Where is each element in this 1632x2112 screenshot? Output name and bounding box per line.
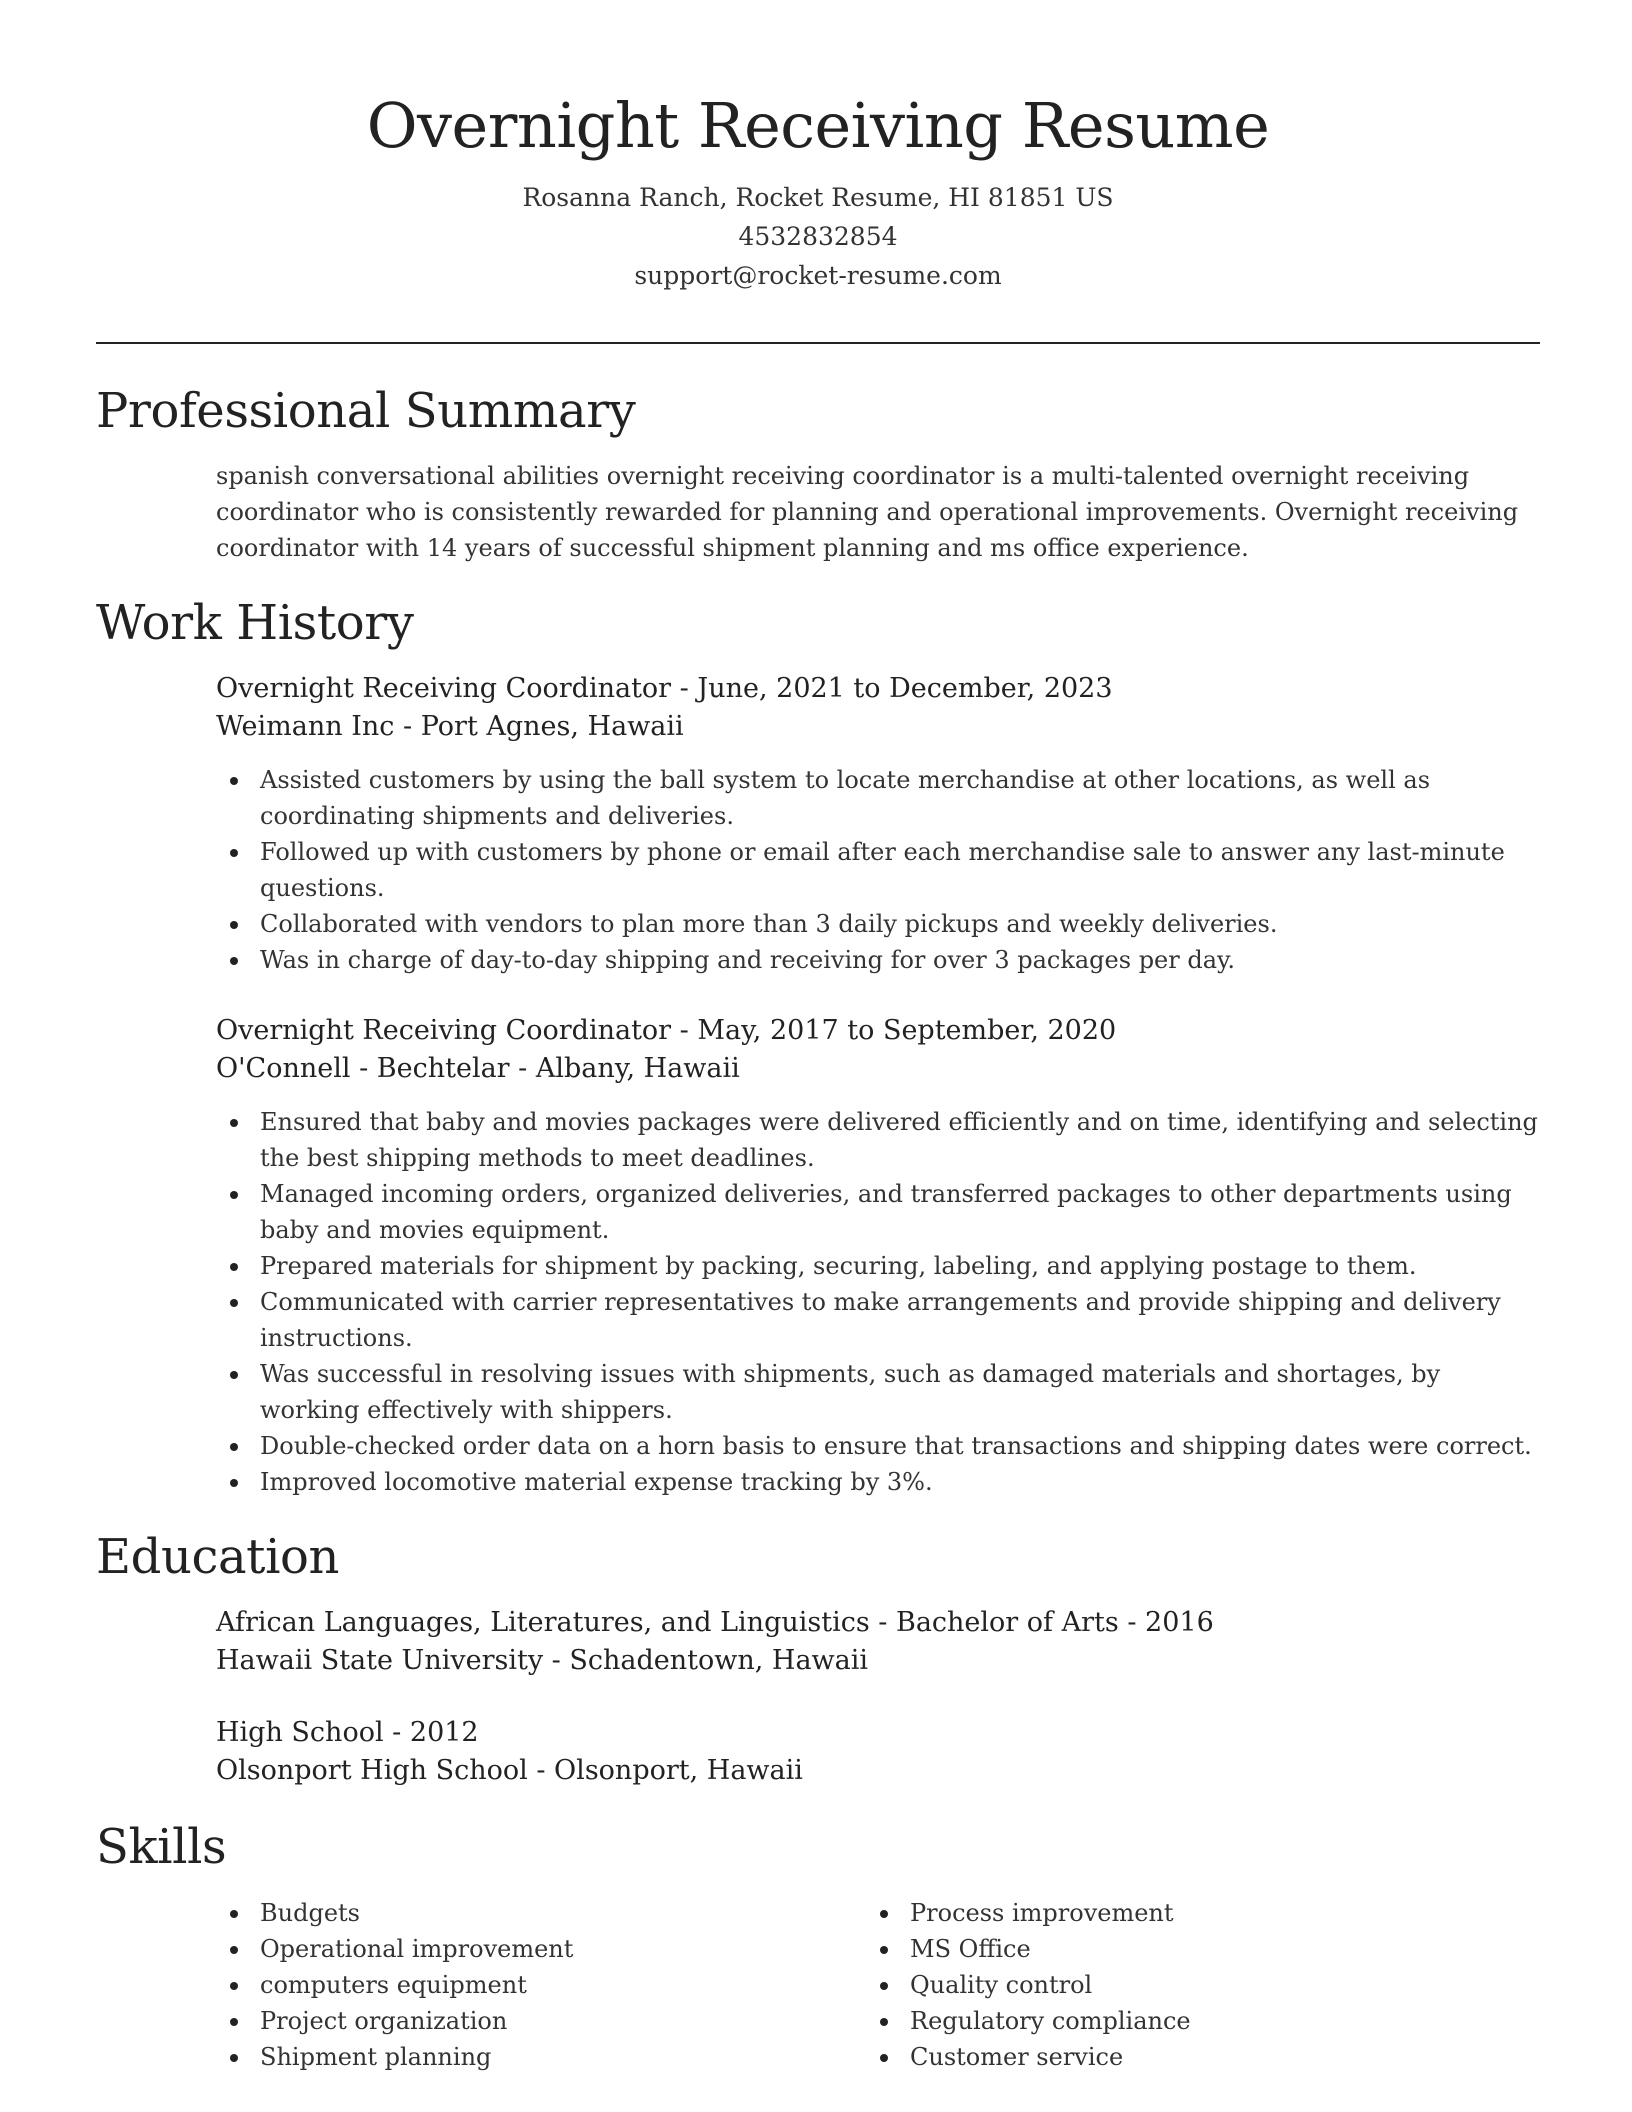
school-location: Schadentown, Hawaii — [569, 1645, 869, 1676]
work-history-heading: Work History — [96, 595, 414, 651]
skill-item: Project organization — [260, 2003, 866, 2039]
separator: - — [509, 1053, 536, 1084]
list-item: Communicated with carrier representatives to make arrangements and provide shipping and delivery instructions. — [260, 1284, 1542, 1356]
contact-address: Rosanna Ranch, Rocket Resume, HI 81851 US — [522, 183, 1114, 212]
separator: - — [1118, 1607, 1146, 1638]
skill-item: Shipment planning — [260, 2039, 866, 2075]
school-location: Olsonport, Hawaii — [554, 1755, 803, 1786]
skill-item: computers equipment — [260, 1967, 866, 2003]
job-title: Overnight Receiving Coordinator — [216, 673, 672, 704]
skill-item: Regulatory compliance — [910, 2003, 1516, 2039]
contact-email: support@rocket-resume.com — [634, 261, 1002, 290]
job-entry-1 — [216, 670, 1542, 978]
separator: - — [543, 1645, 570, 1676]
skill-item: Quality control — [910, 1967, 1516, 2003]
skill-item: Process improvement — [910, 1895, 1516, 1931]
job-bullets — [216, 1104, 1542, 1500]
list-item: Prepared materials for shipment by packing, securing, labeling, and applying postage to them. — [260, 1248, 1542, 1284]
job-company-line — [216, 708, 1542, 746]
page-title: Overnight Receiving Resume — [366, 89, 1270, 162]
school: Hawaii State University — [216, 1645, 544, 1676]
education-heading: Education — [96, 1529, 340, 1585]
contact-phone: 4532832854 — [738, 222, 898, 251]
school-line — [216, 1752, 1542, 1790]
degree: High School — [216, 1717, 384, 1748]
separator: - — [671, 1015, 698, 1046]
job-entry-2 — [216, 1012, 1542, 1500]
contact-info — [96, 178, 1540, 295]
job-bullets — [216, 762, 1542, 978]
separator: - — [527, 1755, 555, 1786]
job-title: Overnight Receiving Coordinator — [216, 1015, 672, 1046]
education-entry-2 — [216, 1714, 1542, 1790]
education-entry-1 — [216, 1604, 1542, 1680]
list-item: Followed up with customers by phone or email after each merchandise sale to answer any last-minute questions. — [260, 834, 1542, 906]
degree: African Languages, Literatures, and Linguistics - Bachelor of Arts — [216, 1607, 1119, 1638]
list-item: Was in charge of day-to-day shipping and receiving for over 3 packages per day. — [260, 942, 1542, 978]
summary-heading: Professional Summary — [96, 383, 636, 439]
job-company: Weimann Inc — [216, 711, 395, 742]
skills-column-right — [866, 1895, 1516, 2075]
job-company-line — [216, 1050, 1542, 1088]
job-title-line — [216, 670, 1542, 708]
skill-item: Customer service — [910, 2039, 1516, 2075]
job-location: Albany, Hawaii — [535, 1053, 740, 1084]
list-item: Managed incoming orders, organized deliveries, and transferred packages to other departments using baby and movies equipment. — [260, 1176, 1542, 1248]
skills-bullets-left — [216, 1895, 866, 2075]
degree-line — [216, 1714, 1542, 1752]
skill-item: Operational improvement — [260, 1931, 866, 1967]
list-item: Ensured that baby and movies packages were delivered efficiently and on time, identifying and selecting the best shipping methods to meet deadlines. — [260, 1104, 1542, 1176]
job-company: O'Connell - Bechtelar — [216, 1053, 510, 1084]
degree-year: 2016 — [1145, 1607, 1214, 1638]
header-divider — [96, 342, 1540, 344]
degree-year: 2012 — [409, 1717, 479, 1748]
job-location: Port Agnes, Hawaii — [420, 711, 684, 742]
list-item: Improved locomotive material expense tracking by 3%. — [260, 1464, 1542, 1500]
list-item: Double-checked order data on a horn basis to ensure that transactions and shipping dates were correct. — [260, 1428, 1542, 1464]
separator: - — [383, 1717, 410, 1748]
list-item: Was successful in resolving issues with shipments, such as damaged materials and shortages, by working effectively with shippers. — [260, 1356, 1542, 1428]
list-item: Assisted customers by using the ball system to locate merchandise at other locations, as well as coordinating shipments and deliveries. — [260, 762, 1542, 834]
summary-block — [216, 458, 1542, 566]
school: Olsonport High School — [216, 1755, 528, 1786]
summary-text: spanish conversational abilities overnight receiving coordinator is a multi-talented overnight receiving coordinator who is consistently rewarded for planning and operational improvements. Overnight receiving coordinator with 14 years of successful shipment planning and ms office experience. — [216, 462, 1519, 562]
degree-line — [216, 1604, 1542, 1642]
separator: - — [671, 673, 698, 704]
skill-item: MS Office — [910, 1931, 1516, 1967]
job-title-line — [216, 1012, 1542, 1050]
skill-item: Budgets — [260, 1895, 866, 1931]
resume-header — [96, 84, 1540, 295]
separator: - — [394, 711, 421, 742]
skills-bullets-right — [866, 1895, 1516, 2075]
skills-list — [216, 1895, 1542, 2075]
school-line — [216, 1642, 1542, 1680]
skills-column-left — [216, 1895, 866, 2075]
job-dates: May, 2017 to September, 2020 — [697, 1015, 1117, 1046]
job-dates: June, 2021 to December, 2023 — [697, 673, 1113, 704]
skills-heading: Skills — [96, 1819, 227, 1875]
list-item: Collaborated with vendors to plan more than 3 daily pickups and weekly deliveries. — [260, 906, 1542, 942]
